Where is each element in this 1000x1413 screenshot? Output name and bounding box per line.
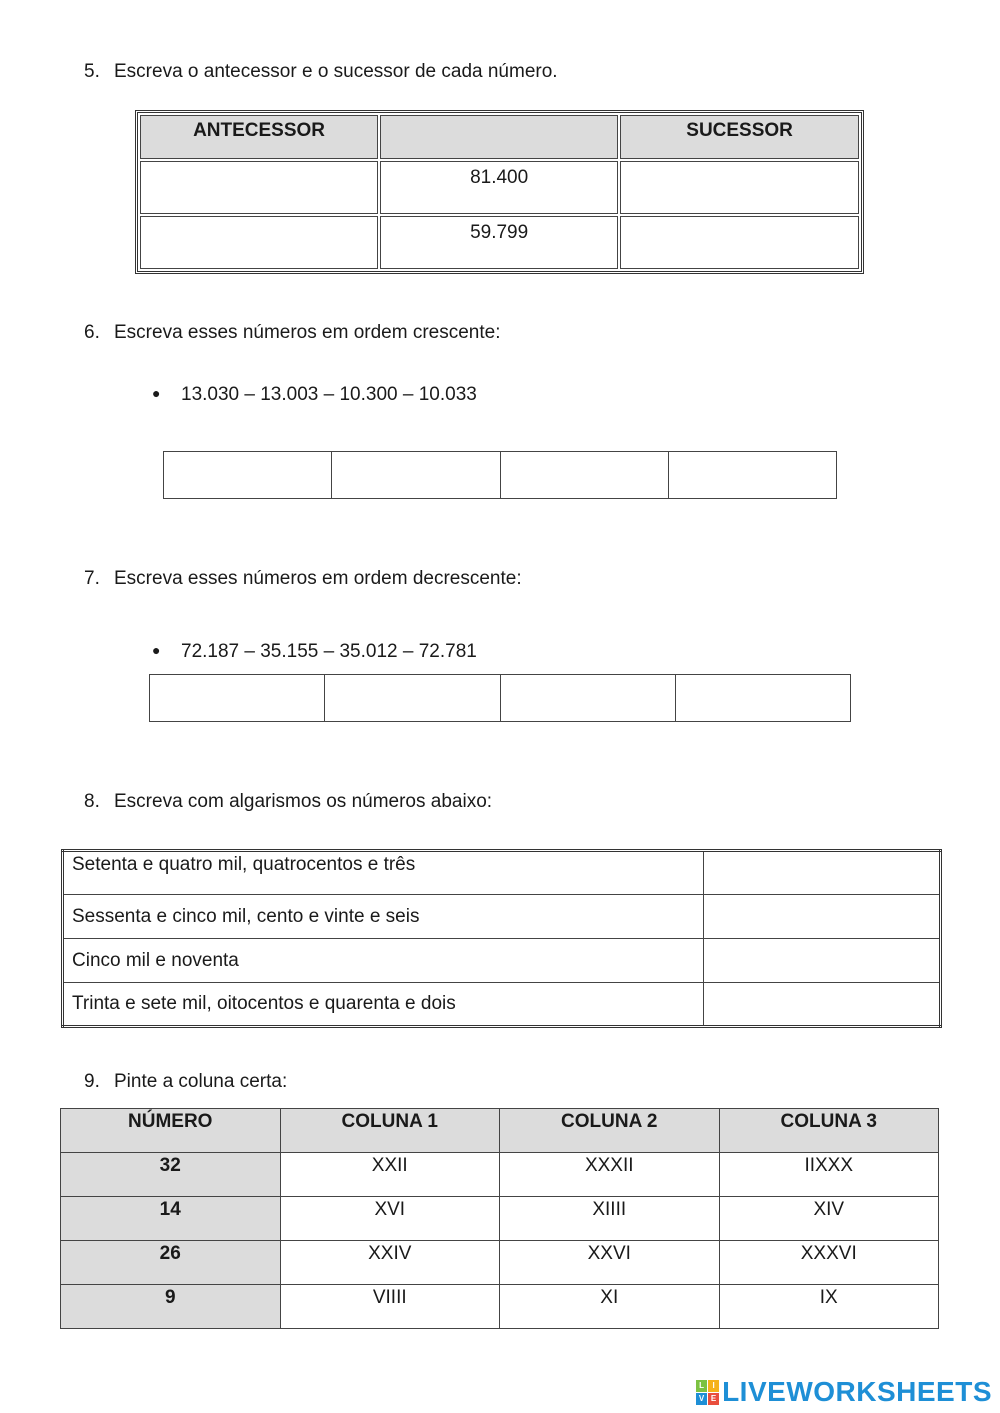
- option-cell[interactable]: XVI: [280, 1197, 500, 1241]
- number-cell: 59.799: [380, 216, 618, 269]
- number-words: Setenta e quatro mil, quatrocentos e três: [63, 851, 704, 895]
- antecessor-answer-cell[interactable]: [140, 216, 378, 269]
- header-numero: NÚMERO: [61, 1109, 281, 1153]
- logo-letter: V: [696, 1393, 707, 1405]
- option-cell[interactable]: IX: [719, 1285, 939, 1329]
- number-cell: 81.400: [380, 161, 618, 214]
- question-text: Escreva com algarismos os números abaixo:: [114, 791, 493, 812]
- question-number: 9.: [84, 1071, 100, 1092]
- table-row: [61, 1241, 939, 1285]
- roman-numerals-table: [60, 1108, 939, 1329]
- ascending-answer-boxes: [163, 451, 837, 499]
- table-row: [140, 216, 859, 269]
- question-text: Pinte a coluna certa:: [114, 1071, 288, 1092]
- number-cell: 32: [61, 1153, 281, 1197]
- number-words: Trinta e sete mil, oitocentos e quarenta e dois: [63, 983, 704, 1027]
- liveworksheets-logo-icon: [696, 1380, 719, 1405]
- question-7: [84, 567, 522, 591]
- table-row: [61, 1153, 939, 1197]
- antecessor-answer-cell[interactable]: [140, 161, 378, 214]
- answer-box[interactable]: [500, 675, 675, 722]
- option-cell[interactable]: XXIV: [280, 1241, 500, 1285]
- sucessor-answer-cell[interactable]: [620, 161, 859, 214]
- header-sucessor: SUCESSOR: [620, 115, 859, 159]
- sucessor-answer-cell[interactable]: [620, 216, 859, 269]
- liveworksheets-brand: [696, 1377, 992, 1407]
- question-8: [84, 790, 492, 814]
- option-cell[interactable]: XI: [500, 1285, 720, 1329]
- number-cell: 9: [61, 1285, 281, 1329]
- option-cell[interactable]: VIIII: [280, 1285, 500, 1329]
- option-cell[interactable]: XXXII: [500, 1153, 720, 1197]
- question-text: Escreva esses números em ordem crescente:: [114, 322, 501, 343]
- header-coluna-1: COLUNA 1: [280, 1109, 500, 1153]
- table-row: [140, 161, 859, 214]
- question-6: [84, 321, 501, 345]
- header-coluna-2: COLUNA 2: [500, 1109, 720, 1153]
- question-5: [84, 60, 558, 84]
- question-9: [84, 1070, 287, 1094]
- predecessor-successor-table: [135, 110, 864, 274]
- option-cell[interactable]: XIV: [719, 1197, 939, 1241]
- answer-box[interactable]: [150, 675, 325, 722]
- numbers-text: 13.030 – 13.003 – 10.300 – 10.033: [181, 384, 477, 405]
- header-coluna-3: COLUNA 3: [719, 1109, 939, 1153]
- question-number: 5.: [84, 61, 100, 82]
- option-cell[interactable]: XXVI: [500, 1241, 720, 1285]
- logo-letter: I: [708, 1380, 719, 1392]
- answer-cell[interactable]: [704, 939, 941, 983]
- option-cell[interactable]: XXII: [280, 1153, 500, 1197]
- option-cell[interactable]: XIIII: [500, 1197, 720, 1241]
- numbers-list: [152, 638, 477, 664]
- answer-box[interactable]: [164, 452, 332, 499]
- numbers-text: 72.187 – 35.155 – 35.012 – 72.781: [181, 641, 477, 662]
- answer-cell[interactable]: [704, 983, 941, 1027]
- question-number: 7.: [84, 568, 100, 589]
- table-row: [61, 1197, 939, 1241]
- numbers-list: [152, 381, 477, 407]
- question-text: Escreva o antecessor e o sucessor de cada número.: [114, 61, 558, 82]
- descending-answer-boxes: [149, 674, 851, 722]
- option-cell[interactable]: XXXVI: [719, 1241, 939, 1285]
- answer-box[interactable]: [325, 675, 500, 722]
- table-row: [61, 1285, 939, 1329]
- number-words: Cinco mil e noventa: [63, 939, 704, 983]
- number-cell: 14: [61, 1197, 281, 1241]
- brand-name: LIVEWORKSHEETS: [722, 1376, 992, 1407]
- bullet-icon: ●: [152, 385, 161, 401]
- logo-letter: L: [696, 1380, 707, 1392]
- table-row: [63, 983, 941, 1027]
- number-words: Sessenta e cinco mil, cento e vinte e seis: [63, 895, 704, 939]
- table-row: [63, 895, 941, 939]
- answer-box[interactable]: [675, 675, 850, 722]
- number-cell: 26: [61, 1241, 281, 1285]
- logo-letter: E: [708, 1393, 719, 1405]
- option-cell[interactable]: IIXXX: [719, 1153, 939, 1197]
- table-row: [63, 851, 941, 895]
- answer-box[interactable]: [332, 452, 500, 499]
- answer-box[interactable]: [500, 452, 668, 499]
- header-number: [380, 115, 618, 159]
- answer-cell[interactable]: [704, 895, 941, 939]
- question-number: 8.: [84, 791, 100, 812]
- answer-box[interactable]: [668, 452, 836, 499]
- write-numbers-table: [61, 849, 942, 1028]
- question-number: 6.: [84, 322, 100, 343]
- question-text: Escreva esses números em ordem decrescente:: [114, 568, 522, 589]
- table-row: [63, 939, 941, 983]
- bullet-icon: ●: [152, 642, 161, 658]
- answer-cell[interactable]: [704, 851, 941, 895]
- header-antecessor: ANTECESSOR: [140, 115, 378, 159]
